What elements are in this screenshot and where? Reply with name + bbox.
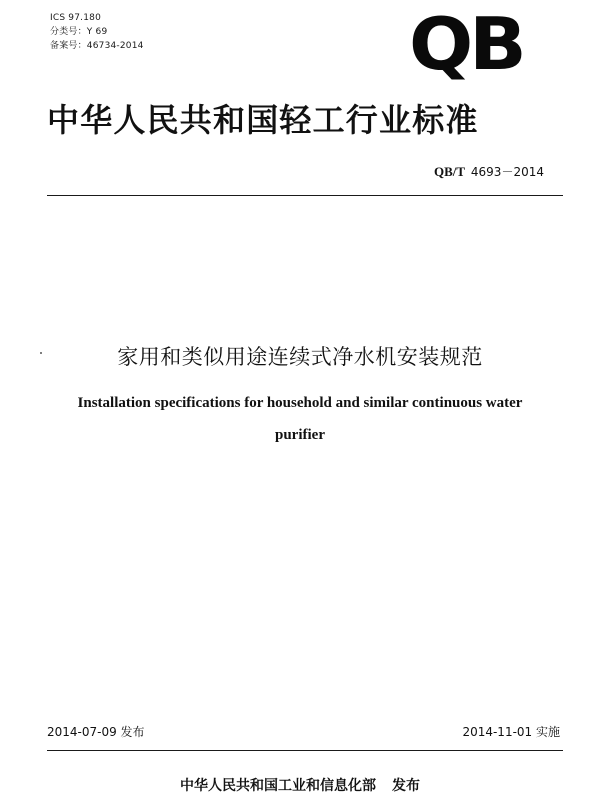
standard-number	[434, 164, 544, 180]
document-title-en-line1: Installation specifications for household and similar continuous water	[77, 395, 523, 411]
record-number: 备案号：46734-2014	[50, 41, 144, 51]
footer-divider	[47, 750, 563, 751]
category-number: 分类号：Y 69	[50, 27, 108, 37]
implementation-date: 2014-11-01 实施	[462, 725, 560, 739]
document-title-en-line2: purifier	[275, 427, 325, 443]
issuer	[0, 776, 600, 796]
document-title-cn: 家用和类似用途连续式净水机安装规范	[117, 345, 483, 369]
issuer-action: 发布	[392, 778, 420, 794]
standard-code: 4693－2014	[470, 165, 544, 179]
document-metadata	[50, 11, 144, 53]
ics-code: ICS 97.180	[50, 13, 102, 23]
industry-standard-title: 中华人民共和国轻工行业标准	[47, 101, 479, 139]
qb-logo: QB	[409, 2, 523, 86]
issuer-name: 中华人民共和国工业和信息化部	[180, 778, 376, 794]
issue-date: 2014-07-09 发布	[47, 725, 145, 739]
standard-prefix: QB/T	[434, 164, 466, 179]
header-divider	[47, 195, 563, 196]
